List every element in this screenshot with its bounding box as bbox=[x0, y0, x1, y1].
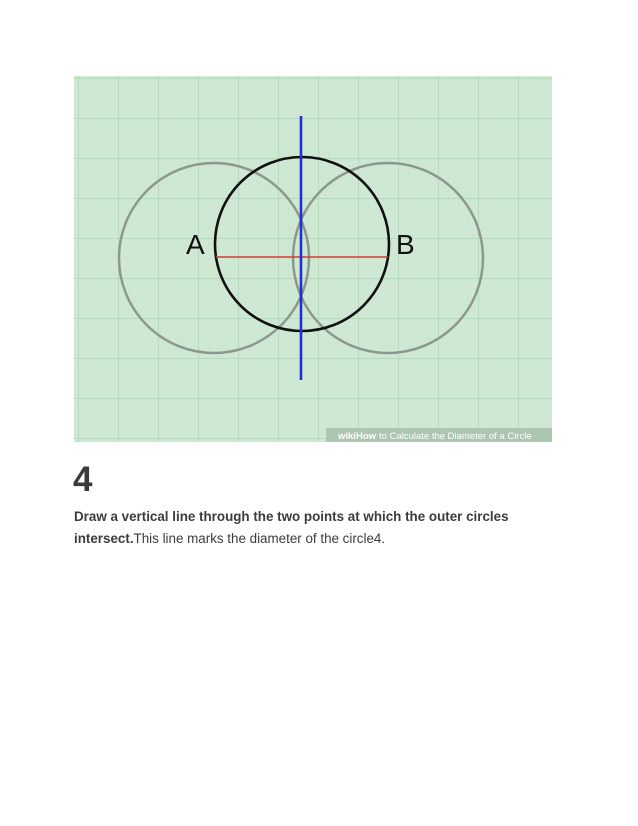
step-normal-text: This line marks the diameter of the circle4. bbox=[133, 531, 386, 546]
diagram-svg bbox=[74, 76, 552, 442]
step-illustration bbox=[74, 76, 552, 442]
point-b-label: B bbox=[396, 229, 415, 260]
point-a-label: A bbox=[186, 229, 205, 260]
watermark-brand-suffix: How bbox=[355, 431, 377, 442]
watermark bbox=[326, 428, 552, 442]
watermark-caption: to Calculate the Diameter of a Circle bbox=[379, 431, 532, 442]
watermark-text bbox=[337, 431, 532, 442]
step-description bbox=[74, 506, 514, 550]
grid-lines bbox=[74, 76, 552, 442]
watermark-brand-prefix: wiki bbox=[338, 431, 356, 442]
step-number: 4 bbox=[73, 460, 93, 499]
step-bold-text: Draw a vertical line through the two points at which the outer circles intersect. bbox=[74, 509, 509, 546]
